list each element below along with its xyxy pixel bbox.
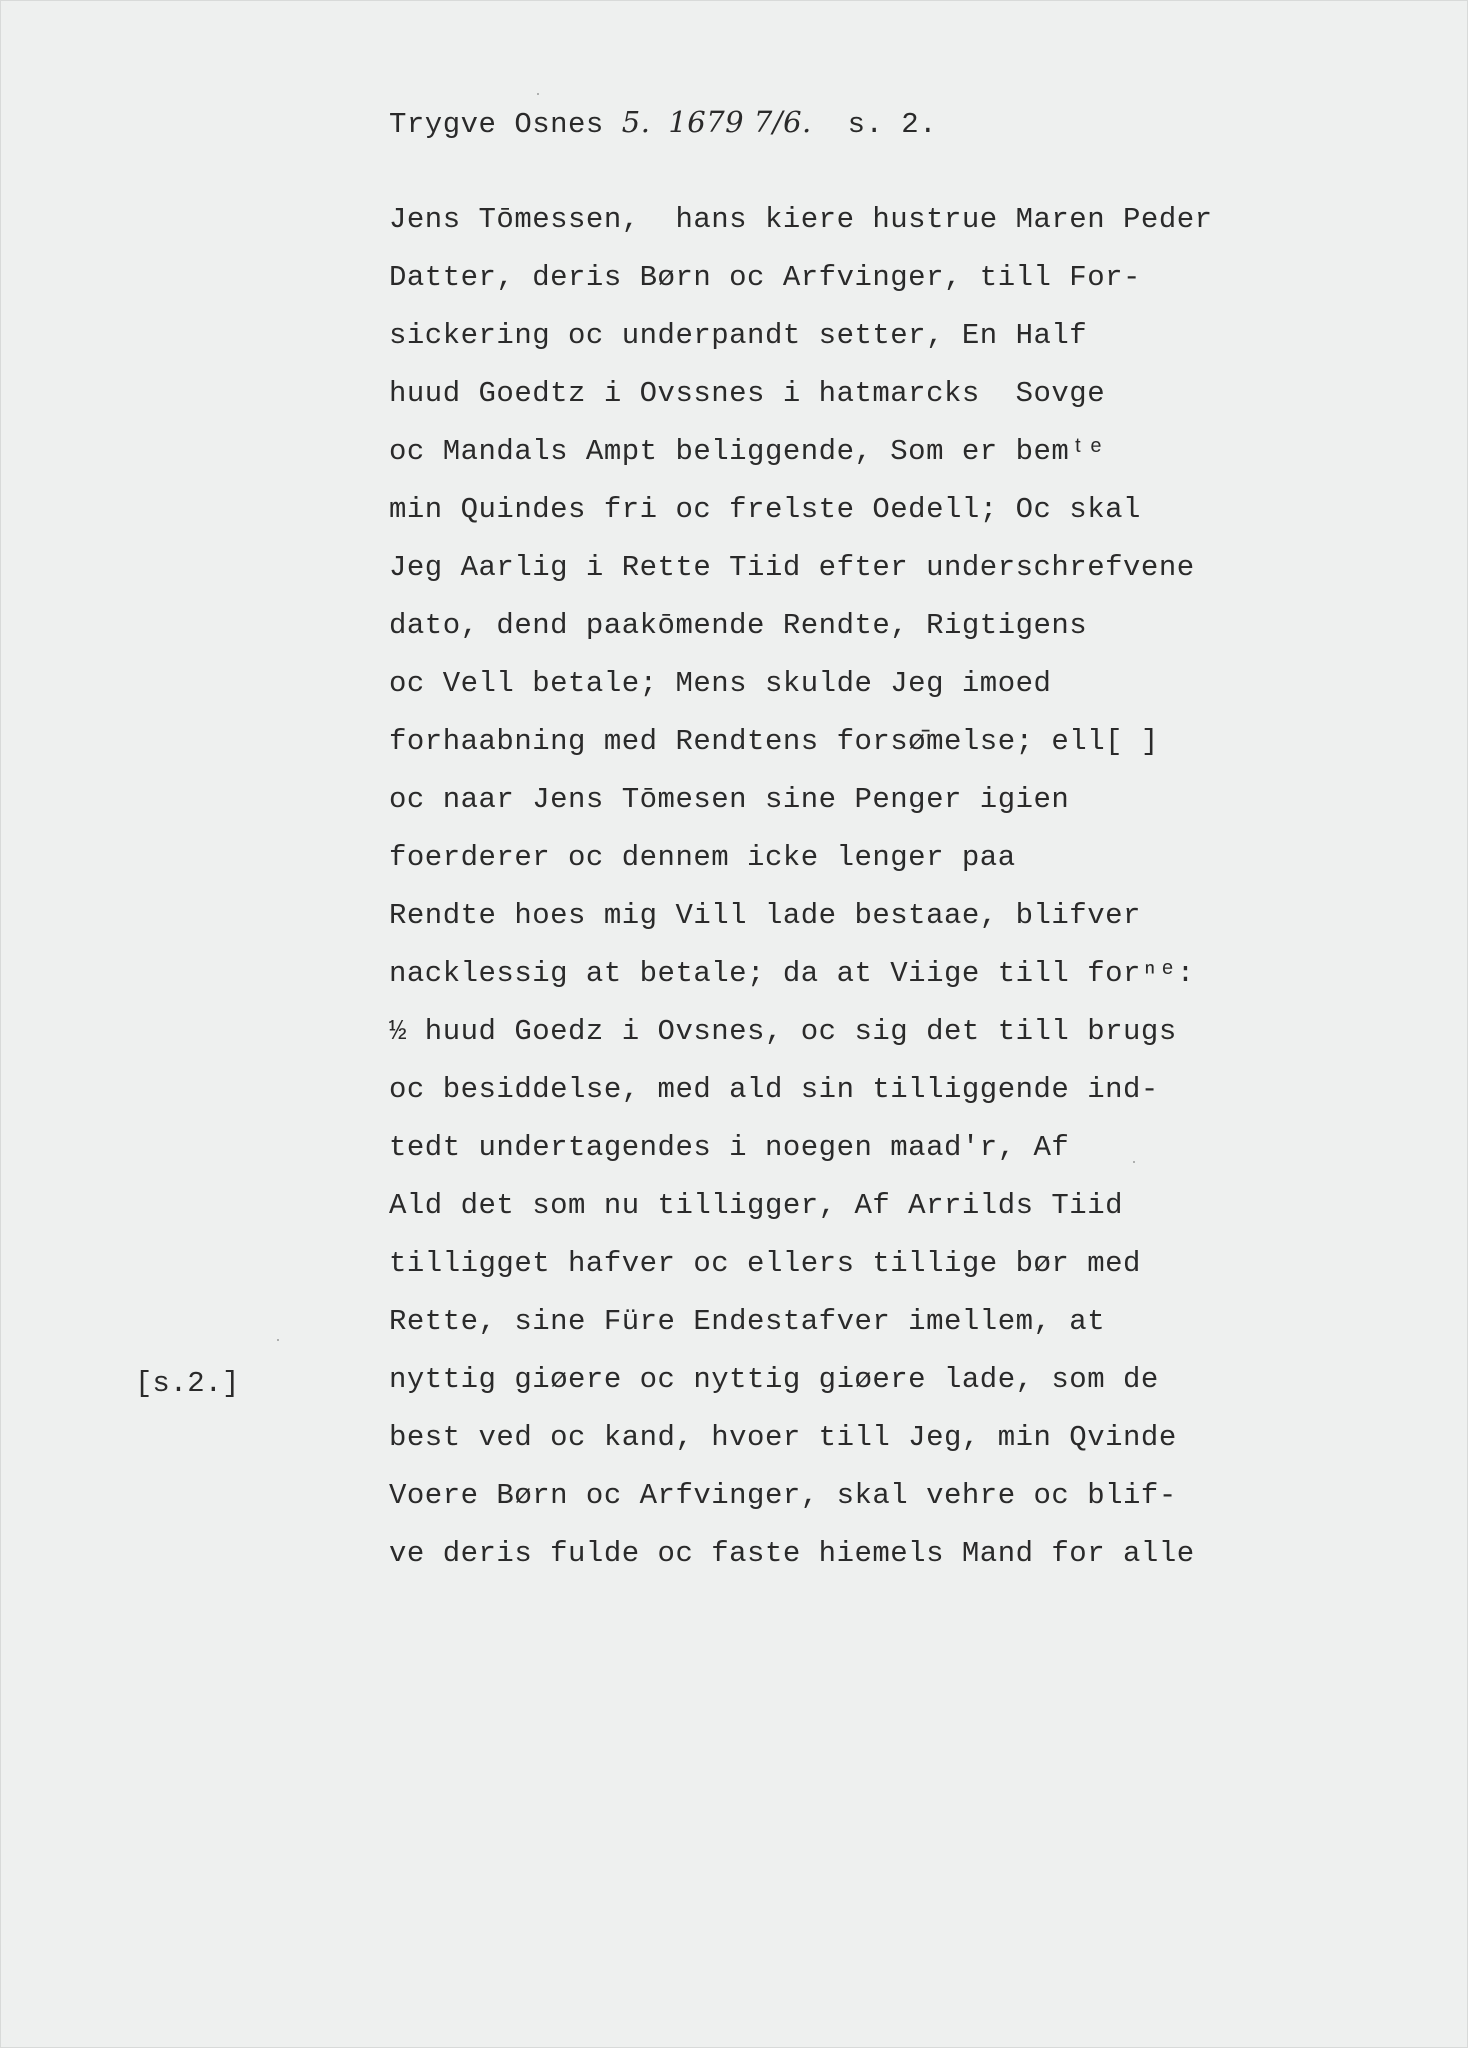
text-line: Voere Børn oc Arfvinger, skal vehre oc blif- <box>389 1479 1177 1512</box>
paper-speck <box>277 1339 279 1341</box>
text-line: Datter, deris Børn oc Arfvinger, till For- <box>389 261 1141 294</box>
text-line: oc naar Jens Tōmesen sine Penger igien <box>389 783 1070 816</box>
text-line: forhaabning med Rendtens forsø̄melse; ell[ ] <box>389 725 1159 758</box>
text-line: oc besiddelse, med ald sin tilliggende ind- <box>389 1073 1159 1106</box>
margin-page-reference: [s.2.] <box>135 1367 240 1400</box>
text-line: Jens Tōmessen, hans kiere hustrue Maren Peder <box>389 203 1213 236</box>
text-line: min Quindes fri oc frelste Oedell; Oc skal <box>389 493 1141 526</box>
header-author: Trygve Osnes <box>389 108 604 141</box>
header-date: 1679 7/6. <box>668 105 812 139</box>
header-page: s. 2. <box>847 108 938 141</box>
text-line: ½ huud Goedz i Ovsnes, oc sig det till brugs <box>389 1015 1177 1048</box>
text-line: foerderer oc dennem icke lenger paa <box>389 841 1016 874</box>
text-line: Rette, sine Füre Endestafver imellem, at <box>389 1305 1106 1338</box>
text-line: nacklessig at betale; da at Viige till forⁿᵉ: <box>389 957 1195 990</box>
header-number: 5. <box>621 105 651 139</box>
page-header <box>389 105 937 141</box>
text-line: nyttig giøere oc nyttig giøere lade, som de <box>389 1363 1159 1396</box>
paper-speck <box>537 93 539 95</box>
text-line: oc Vell betale; Mens skulde Jeg imoed <box>389 667 1052 700</box>
text-line: oc Mandals Ampt beliggende, Som er bemᵗᵉ <box>389 435 1106 468</box>
text-line: ve deris fulde oc faste hiemels Mand for alle <box>389 1537 1195 1570</box>
text-line: Rendte hoes mig Vill lade bestaae, blifver <box>389 899 1141 932</box>
text-line: best ved oc kand, hvoer till Jeg, min Qvinde <box>389 1421 1177 1454</box>
text-line: huud Goedtz i Ovssnes i hatmarcks Sovge <box>389 377 1106 410</box>
text-line: sickering oc underpandt setter, En Half <box>389 319 1088 352</box>
text-line: tilligget hafver oc ellers tillige bør med <box>389 1247 1141 1280</box>
paper-speck <box>1133 1161 1135 1163</box>
transcription-body <box>389 191 1389 1583</box>
text-line: tedt undertagendes i noegen maad'r, Af <box>389 1131 1070 1164</box>
text-line: Ald det som nu tilligger, Af Arrilds Tiid <box>389 1189 1124 1222</box>
text-line: dato, dend paakōmende Rendte, Rigtigens <box>389 609 1088 642</box>
text-line: Jeg Aarlig i Rette Tiid efter underschrefvene <box>389 551 1195 584</box>
